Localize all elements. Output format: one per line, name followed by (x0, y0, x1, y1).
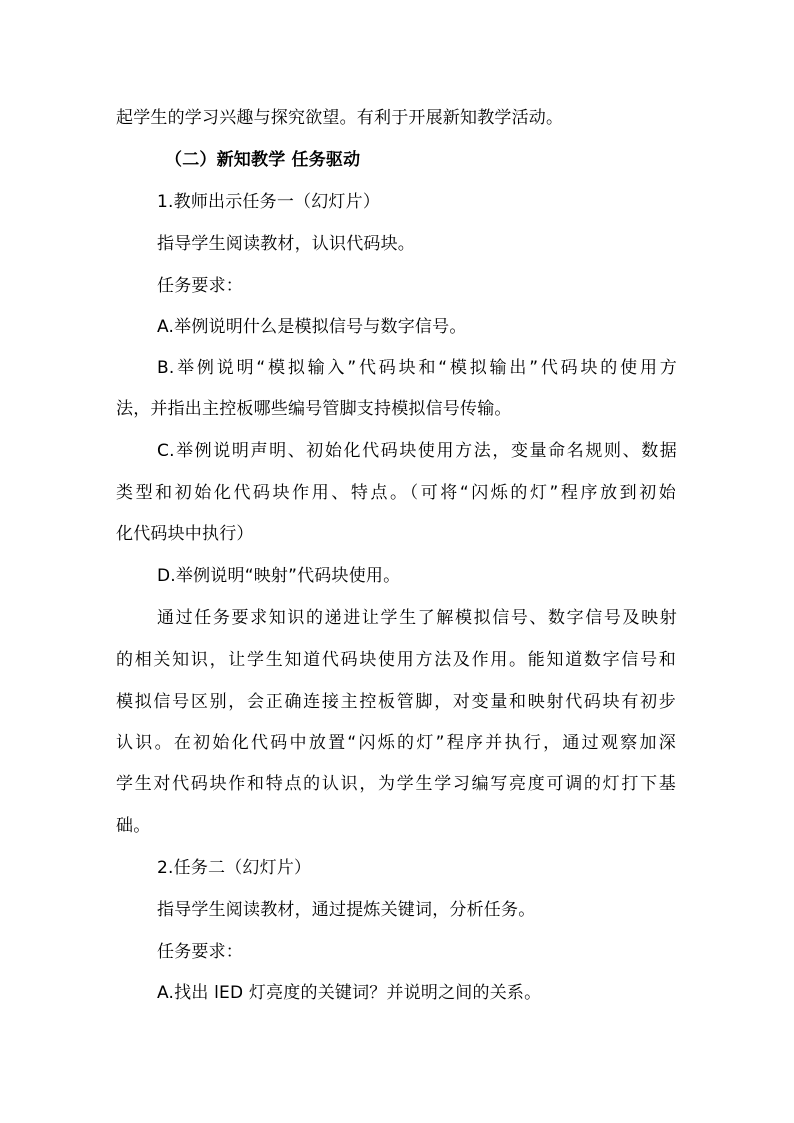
paragraph-line: 通过任务要求知识的递进让学生了解模拟信号、数字信号及映射 (157, 608, 677, 628)
paragraph-line: 起学生的学习兴趣与探究欲望。有利于开展新知教学活动。 (116, 108, 564, 128)
list-item-continuation: 类型和初始化代码块作用、特点。（可将“闪烁的灯”程序放到初始 (116, 483, 676, 503)
paragraph-line: 模拟信号区别，会正确连接主控板管脚，对变量和映射代码块有初步 (116, 692, 676, 712)
list-item: B.举例说明“模拟输入”代码块和“模拟输出”代码块的使用方 (157, 358, 677, 378)
paragraph-line: 任务要求： (157, 276, 243, 296)
list-item-continuation: 化代码块中执行） (116, 524, 254, 544)
task-heading: 1.教师出示任务一（幻灯片） (157, 192, 381, 212)
paragraph-line: 学生对代码块作和特点的认识，为学生学习编写亮度可调的灯打下基 (116, 774, 676, 794)
paragraph-line: 的相关知识，让学生知道代码块使用方法及作用。能知道数字信号和 (116, 650, 676, 670)
paragraph-line: 认识。在初始化代码中放置“闪烁的灯”程序并执行，通过观察加深 (116, 733, 676, 753)
list-item-continuation: 法，并指出主控板哪些编号管脚支持模拟信号传输。 (116, 399, 512, 419)
paragraph-line: 指导学生阅读教材，认识代码块。 (157, 234, 415, 254)
paragraph-line: 础。 (116, 816, 151, 836)
section-heading: （二）新知教学 任务驱动 (165, 150, 361, 170)
list-item: C.举例说明声明、初始化代码块使用方法，变量命名规则、数据 (157, 441, 677, 461)
task-heading: 2.任务二（幻灯片） (157, 858, 312, 878)
list-item: A.举例说明什么是模拟信号与数字信号。 (157, 317, 467, 337)
list-item: D.举例说明“映射”代码块使用。 (157, 566, 401, 586)
paragraph-line: 指导学生阅读教材，通过提炼关键词，分析任务。 (157, 900, 536, 920)
list-item: A.找出 lED 灯亮度的关键词？并说明之间的关系。 (157, 983, 542, 1003)
paragraph-line: 任务要求： (157, 942, 243, 962)
